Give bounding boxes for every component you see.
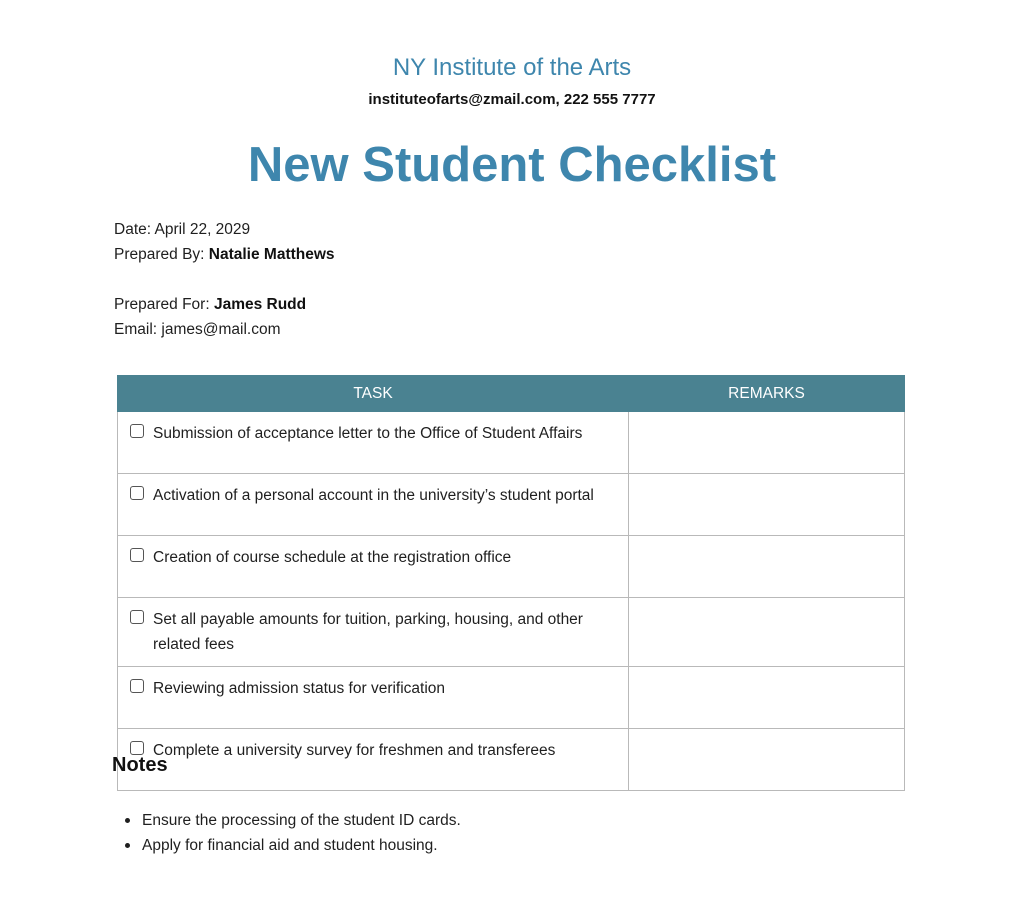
- column-header-remarks: REMARKS: [629, 376, 905, 412]
- email-value: james@mail.com: [161, 321, 281, 338]
- email-line: [114, 320, 280, 340]
- table-row: [118, 412, 905, 474]
- task-cell: [118, 536, 629, 598]
- remarks-cell[interactable]: [629, 667, 905, 729]
- remarks-cell[interactable]: [629, 474, 905, 536]
- task-cell: [118, 598, 629, 667]
- task-text: Reviewing admission status for verification: [153, 680, 446, 697]
- list-item: [142, 808, 461, 833]
- list-item: [142, 833, 461, 858]
- remarks-cell[interactable]: [629, 412, 905, 474]
- table-row: [118, 536, 905, 598]
- task-cell: [118, 729, 629, 791]
- task-checkbox[interactable]: [130, 424, 144, 438]
- prepared-by-label: Prepared By:: [114, 246, 205, 263]
- prepared-by-value: Natalie Matthews: [208, 246, 335, 263]
- task-text: Activation of a personal account in the university’s student portal: [153, 487, 594, 504]
- prepared-for-label: Prepared For:: [114, 296, 210, 313]
- table-header-row: [118, 376, 905, 412]
- table-row: [118, 667, 905, 729]
- email-label: Email:: [114, 321, 158, 338]
- organization-contact: instituteofarts@zmail.com, 222 555 7777: [368, 91, 656, 108]
- task-text: Creation of course schedule at the registration office: [153, 549, 512, 566]
- remarks-cell[interactable]: [629, 536, 905, 598]
- task-checkbox[interactable]: [130, 610, 144, 624]
- notes-list: [142, 808, 461, 858]
- date-line: [114, 220, 250, 240]
- column-header-task: TASK: [118, 376, 629, 412]
- task-text: Submission of acceptance letter to the Office of Student Affairs: [153, 425, 583, 442]
- checklist-table: [117, 375, 905, 791]
- task-cell: [118, 474, 629, 536]
- prepared-by-line: [114, 245, 335, 265]
- remarks-cell[interactable]: [629, 598, 905, 667]
- table-row: [118, 598, 905, 667]
- date-label: Date:: [114, 221, 152, 238]
- task-text: Set all payable amounts for tuition, parking, housing, and other related fees: [153, 611, 583, 653]
- prepared-for-value: James Rudd: [213, 296, 307, 313]
- task-text: Complete a university survey for freshmen and transferees: [153, 742, 556, 759]
- page-title: New Student Checklist: [247, 138, 777, 192]
- table-row: [118, 729, 905, 791]
- notes-heading: Notes: [112, 754, 168, 776]
- task-checkbox[interactable]: [130, 679, 144, 693]
- prepared-for-line: [114, 295, 306, 315]
- date-value: April 22, 2029: [154, 221, 251, 238]
- note-text: Apply for financial aid and student housing.: [142, 837, 438, 854]
- bullet-icon: [125, 818, 130, 823]
- task-checkbox[interactable]: [130, 548, 144, 562]
- remarks-cell[interactable]: [629, 729, 905, 791]
- table-row: [118, 474, 905, 536]
- task-cell: [118, 667, 629, 729]
- organization-name: NY Institute of the Arts: [392, 54, 632, 81]
- bullet-icon: [125, 843, 130, 848]
- task-checkbox[interactable]: [130, 486, 144, 500]
- task-cell: [118, 412, 629, 474]
- note-text: Ensure the processing of the student ID cards.: [142, 812, 461, 829]
